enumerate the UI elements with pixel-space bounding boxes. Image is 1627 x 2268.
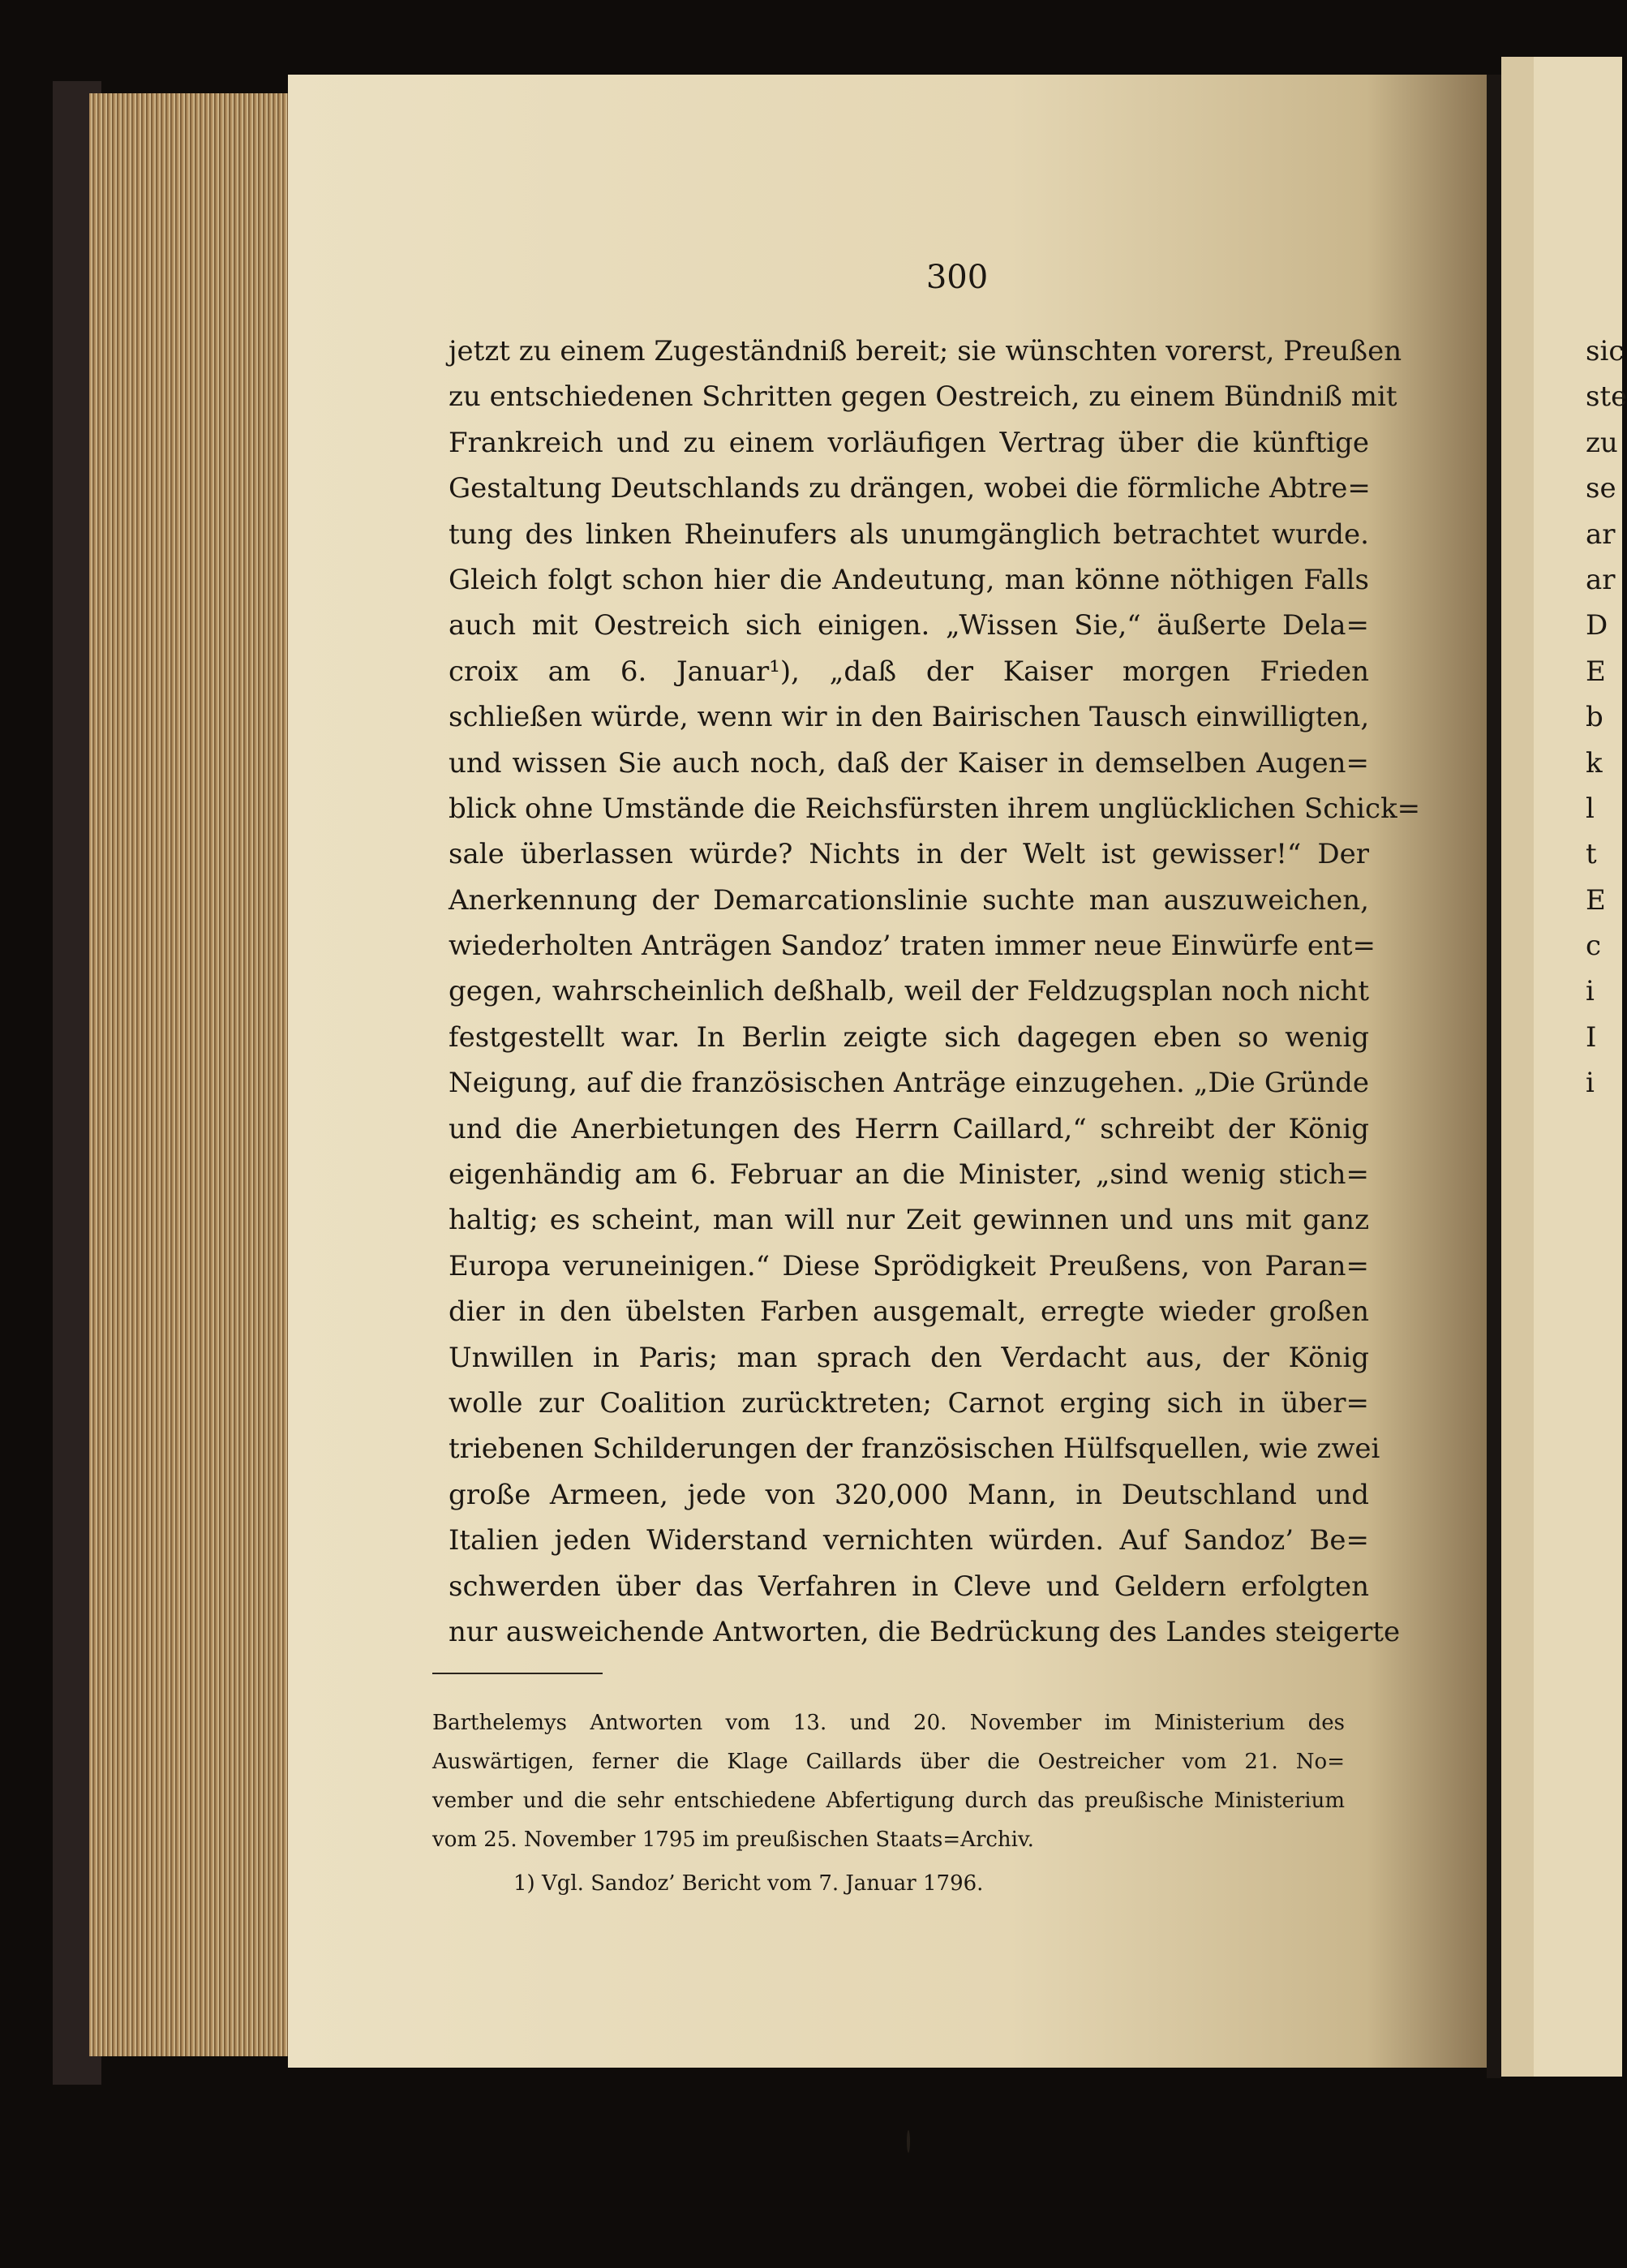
- body-line: dier in den übelsten Farben ausgemalt, erregte wieder großen: [449, 1295, 1369, 1329]
- body-line: Europa veruneinigen.“ Diese Sprödigkeit Preußens, von Paran=: [449, 1249, 1369, 1282]
- body-line: blick ohne Umstände die Reichsfürsten ihrem unglücklichen Schick=: [449, 792, 1421, 825]
- body-line: Frankreich und zu einem vorläufigen Vertrag über die künftige: [449, 426, 1369, 459]
- body-line: nur ausweichende Antworten, die Bedrückung des Landes steigerte: [449, 1615, 1401, 1648]
- body-line: jetzt zu einem Zugeständniß bereit; sie wünschten vorerst, Preußen: [449, 335, 1402, 367]
- body-line: wolle zur Coalition zurücktreten; Carnot erging sich in über=: [449, 1386, 1369, 1420]
- next-page-fragment: l: [1586, 792, 1595, 825]
- body-line: gegen, wahrscheinlich deßhalb, weil der Feldzugsplan noch nicht: [449, 975, 1369, 1008]
- next-page-fragment: ar: [1586, 518, 1616, 551]
- next-page-fragment: c: [1586, 930, 1602, 963]
- next-page-fragment: b: [1586, 701, 1603, 734]
- body-line: sale überlassen würde? Nichts in der Welt ist gewisser!“ Der: [449, 838, 1369, 871]
- next-page-fragment: se: [1586, 472, 1616, 505]
- body-line: und die Anerbietungen des Herrn Caillard,“ schreibt der König: [449, 1112, 1369, 1145]
- body-line: tung des linken Rheinufers als unumgänglich betrachtet wurde.: [449, 518, 1369, 551]
- body-line: croix am 6. Januar¹), „daß der Kaiser morgen Frieden: [449, 655, 1369, 688]
- next-page-fragment: sic: [1586, 335, 1625, 367]
- body-line: Italien jeden Widerstand vernichten würden. Auf Sandoz’ Be=: [449, 1524, 1369, 1557]
- next-page-fragment: E: [1586, 655, 1606, 688]
- body-line: und wissen Sie auch noch, daß der Kaiser in demselben Augen=: [449, 746, 1369, 780]
- next-page-edge-text: [1586, 329, 1627, 1106]
- body-line: Unwillen in Paris; man sprach den Verdacht aus, der König: [449, 1341, 1369, 1374]
- footnote-1: 1) Vgl. Sandoz’ Bericht vom 7. Januar 1796.: [513, 1871, 984, 1896]
- next-page-fragment: E: [1586, 883, 1606, 917]
- next-page-fragment: i: [1586, 1067, 1595, 1100]
- footnote-separator: [432, 1673, 603, 1674]
- body-line: eigenhändig am 6. Februar an die Minister, „sind wenig stich=: [449, 1158, 1369, 1192]
- footnote-line: Auswärtigen, ferner die Klage Caillards über die Oestreicher vom 21. No=: [432, 1750, 1345, 1774]
- body-line: große Armeen, jede von 320,000 Mann, in Deutschland und: [449, 1478, 1369, 1511]
- next-page-fragment: ste: [1586, 380, 1627, 414]
- footnote-line: Barthelemys Antworten vom 13. und 20. November im Ministerium des: [432, 1711, 1345, 1735]
- next-page-fragment: zu: [1586, 426, 1618, 459]
- body-line: schließen würde, wenn wir in den Bairischen Tausch einwilligten,: [449, 701, 1370, 734]
- body-line: Gleich folgt schon hier die Andeutung, man könne nöthigen Falls: [449, 563, 1369, 596]
- next-page-fragment: k: [1586, 746, 1603, 780]
- page-number: 300: [925, 259, 989, 296]
- next-page-fragment: t: [1586, 838, 1597, 871]
- footnote-line: vom 25. November 1795 im preußischen Staats=Archiv.: [432, 1828, 1034, 1852]
- body-line: zu entschiedenen Schritten gegen Oestreich, zu einem Bündniß mit: [449, 380, 1397, 414]
- next-page-fragment: i: [1586, 975, 1595, 1008]
- body-line: festgestellt war. In Berlin zeigte sich dagegen eben so wenig: [449, 1020, 1369, 1054]
- body-line: schwerden über das Verfahren in Cleve und Geldern erfolgten: [449, 1570, 1369, 1603]
- body-line: wiederholten Anträgen Sandoz’ traten immer neue Einwürfe ent=: [449, 930, 1376, 963]
- next-page-fragment: D: [1586, 609, 1608, 642]
- footnote-continuation: [432, 1703, 1345, 1859]
- body-text: [449, 329, 1421, 1655]
- body-line: Anerkennung der Demarcationslinie suchte man auszuweichen,: [449, 883, 1369, 917]
- next-page-fragment: ar: [1586, 563, 1616, 596]
- body-line: Gestaltung Deutschlands zu drängen, wobei die förmliche Abtre=: [449, 472, 1371, 505]
- footnote-line: vember und die sehr entschiedene Abfertigung durch das preußische Ministerium: [432, 1789, 1345, 1813]
- body-line: triebenen Schilderungen der französischen Hülfsquellen, wie zwei: [449, 1433, 1380, 1466]
- next-page-fragment: I: [1586, 1020, 1597, 1054]
- footnotes: [432, 1703, 1345, 1903]
- body-line: haltig; es scheint, man will nur Zeit gewinnen und uns mit ganz: [449, 1204, 1369, 1237]
- body-line: auch mit Oestreich sich einigen. „Wissen Sie,“ äußerte Dela=: [449, 609, 1369, 642]
- body-line: Neigung, auf die französischen Anträge einzugehen. „Die Gründe: [449, 1067, 1369, 1100]
